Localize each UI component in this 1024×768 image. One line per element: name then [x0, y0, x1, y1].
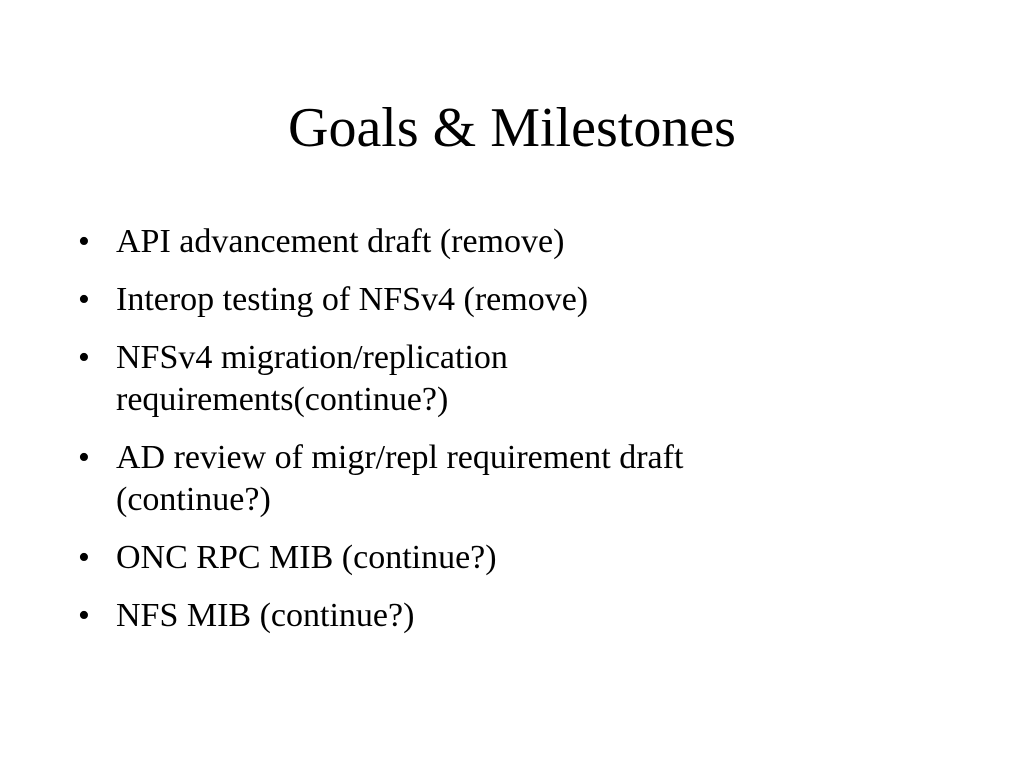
bullet-text-line: AD review of migr/repl requirement draft — [116, 439, 684, 476]
bullet-list — [70, 221, 970, 653]
slide-title: Goals & Milestones — [288, 97, 736, 159]
bullet-marker: • — [78, 439, 90, 476]
bullet-item — [70, 437, 970, 521]
bullet-text-line: requirements(continue?) — [116, 381, 449, 418]
bullet-marker: • — [78, 281, 90, 318]
bullet-text-line: NFS MIB (continue?) — [116, 597, 415, 634]
bullet-item — [70, 537, 970, 579]
bullet-text-line: (continue?) — [116, 481, 271, 518]
bullet-text-line: NFSv4 migration/replication — [116, 339, 508, 376]
bullet-text-line: Interop testing of NFSv4 (remove) — [116, 281, 589, 318]
bullet-marker: • — [78, 339, 90, 376]
bullet-marker: • — [78, 597, 90, 634]
bullet-marker: • — [78, 223, 90, 260]
bullet-text-line: API advancement draft (remove) — [116, 223, 565, 260]
bullet-item — [70, 337, 970, 421]
bullet-item — [70, 221, 970, 263]
bullet-marker: • — [78, 539, 90, 576]
bullet-item — [70, 279, 970, 321]
bullet-text-line: ONC RPC MIB (continue?) — [116, 539, 497, 576]
bullet-item — [70, 595, 970, 637]
